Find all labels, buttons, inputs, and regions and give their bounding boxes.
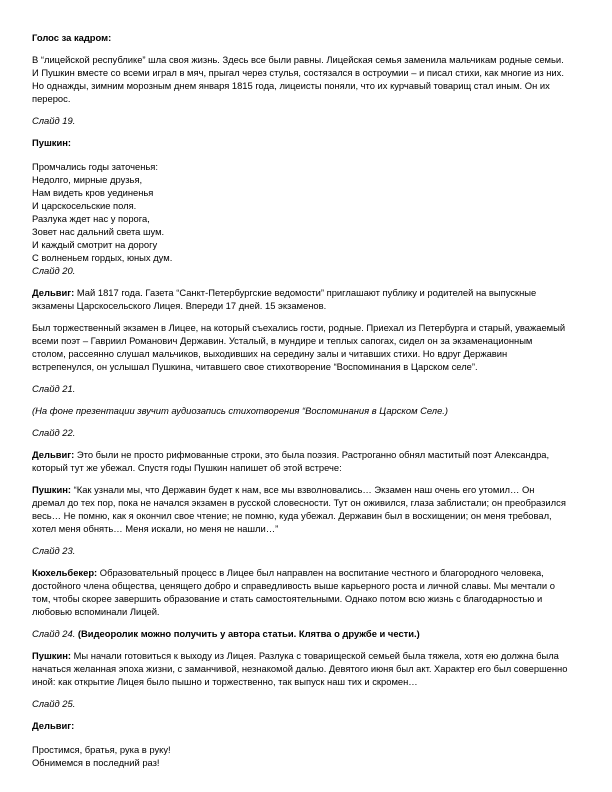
verse-line: Разлука ждет нас у порога,: [32, 213, 150, 224]
kuchelbecker-paragraph: [32, 566, 568, 618]
audio-note: (На фоне презентации звучит аудиозапись стихотворения “Воспоминания в Царском Селе.): [32, 405, 449, 416]
verse-line: И каждый смотрит на дорогу: [32, 239, 158, 250]
slide-marker-21: Слайд 21.: [32, 383, 76, 394]
verse-line: Зовет нас дальний света шум.: [32, 226, 165, 237]
verse-line: Простимся, братья, рука в руку!: [32, 744, 171, 755]
verse-line: И царскосельские поля.: [32, 200, 137, 211]
speaker-label: Пушкин:: [32, 484, 72, 495]
speaker-label: Кюхельбекер:: [32, 567, 98, 578]
verse-line: С волненьем гордых, юных дум.: [32, 252, 173, 263]
poem-verse-1: [32, 160, 568, 264]
verse-line: Нам видеть кров уединенья: [32, 187, 154, 198]
speaker-delvig-heading: Дельвиг:: [32, 720, 75, 731]
verse-line: Промчались годы заточенья:: [32, 161, 158, 172]
slide-marker-25: Слайд 25.: [32, 698, 76, 709]
paragraph-text: Май 1817 года. Газета “Санкт-Петербургские ведомости” приглашают публику и родителей на выпускные экзамены Царскосельского Лицея. Впереди 17 дней. 15 экзаменов.: [32, 287, 537, 311]
paragraph-text: Мы начали готовиться к выходу из Лицея. Разлука с товарищеской семьей была тяжела, хотя ею должна была начаться желанная эпоха жизни, с заманчивой, незнакомой далью. Девятого июня был акт. Характер его был совершенно иной: как открытие Лицея было пышно и торжественно, так выпуск наш тих и скромен…: [32, 650, 568, 687]
slide-marker-23: Слайд 23.: [32, 545, 76, 556]
speaker-label: Пушкин:: [32, 650, 72, 661]
delvig-paragraph-may-1817: [32, 286, 568, 312]
narration-paragraph-lyceum-life: В “лицейской республике” шла своя жизнь. Здесь все были равны. Лицейская семья заменила мальчикам родные семьи. И Пушкин вместе со всеми играл в мяч, прыгал через стулья, состязался в остроумии – и писал стихи, как многие из них. Но однажды, зимним морозным днем января 1815 года, лицеисты поняли, что их курчавый товарищ стал иным. Он их перерос.: [32, 54, 564, 104]
slide-label: Слайд 24.: [32, 628, 76, 639]
speaker-pushkin-heading: Пушкин:: [32, 137, 72, 148]
verse-line: Обнимемся в последний раз!: [32, 757, 160, 768]
poem-verse-2: [32, 743, 568, 769]
slide-marker-19: Слайд 19.: [32, 115, 76, 126]
speaker-label: Дельвиг:: [32, 287, 75, 298]
pushkin-paragraph-graduation: [32, 649, 568, 688]
paragraph-text: “Как узнали мы, что Державин будет к нам, все мы взволновались… Экзамен наш очень его утомил… Он дремал до тех пор, пока не начался экзамен в русской словесности. Тут он оживился, глаза заблистали; он преобразился весь… Не помню, как я окончил свое чтение; не помню, куда убежал. Державин был в восхищении; он меня требовал, хотел меня обнять… Меня искали, но меня не нашли…”: [32, 484, 566, 534]
speaker-label: Дельвиг:: [32, 449, 75, 460]
verse-line: Недолго, мирные друзья,: [32, 174, 143, 185]
paragraph-text: Это были не просто рифмованные строки, это была поэзия. Растроганно обнял маститый поэт Александра, который тут же убежал. Спустя годы Пушкин напишет об этой встрече:: [32, 449, 550, 473]
paragraph-text: Образовательный процесс в Лицее был направлен на воспитание честного и благородного человека, достойного члена общества, ценящего добро и справедливость выше карьерного роста и личной славы. Мы мечтали о том, чтобы скорее завершить образование и стать самостоятельными. Однако потом всю жизнь с благодарностью и любовью вспоминали Лицей.: [32, 567, 555, 617]
pushkin-paragraph-derzhavin: [32, 483, 568, 535]
slide-marker-20: Слайд 20.: [32, 265, 76, 276]
voice-over-heading: Голос за кадром:: [32, 32, 112, 43]
video-note: (Видеоролик можно получить у автора статьи. Клятва о дружбе и чести.): [75, 628, 420, 639]
delvig-paragraph-poetry: [32, 448, 568, 474]
slide-marker-22: Слайд 22.: [32, 427, 76, 438]
slide-marker-24: [32, 627, 568, 640]
narration-paragraph-exam: Был торжественный экзамен в Лицее, на который съехались гости, родные. Приехал из Петербурга и старый, уважаемый всеми поэт – Гавриил Романович Державин. Усталый, в мундире и теплых сапогах, сидел он за экзаменационным столом, рассеянно слушал мальчиков, выходивших на середину залы и читавших стихи. Но вдруг Державин встрепенулся, он услышал Пушкина, читавшего свое стихотворение “Воспоминания в Царском селе”.: [32, 322, 566, 372]
